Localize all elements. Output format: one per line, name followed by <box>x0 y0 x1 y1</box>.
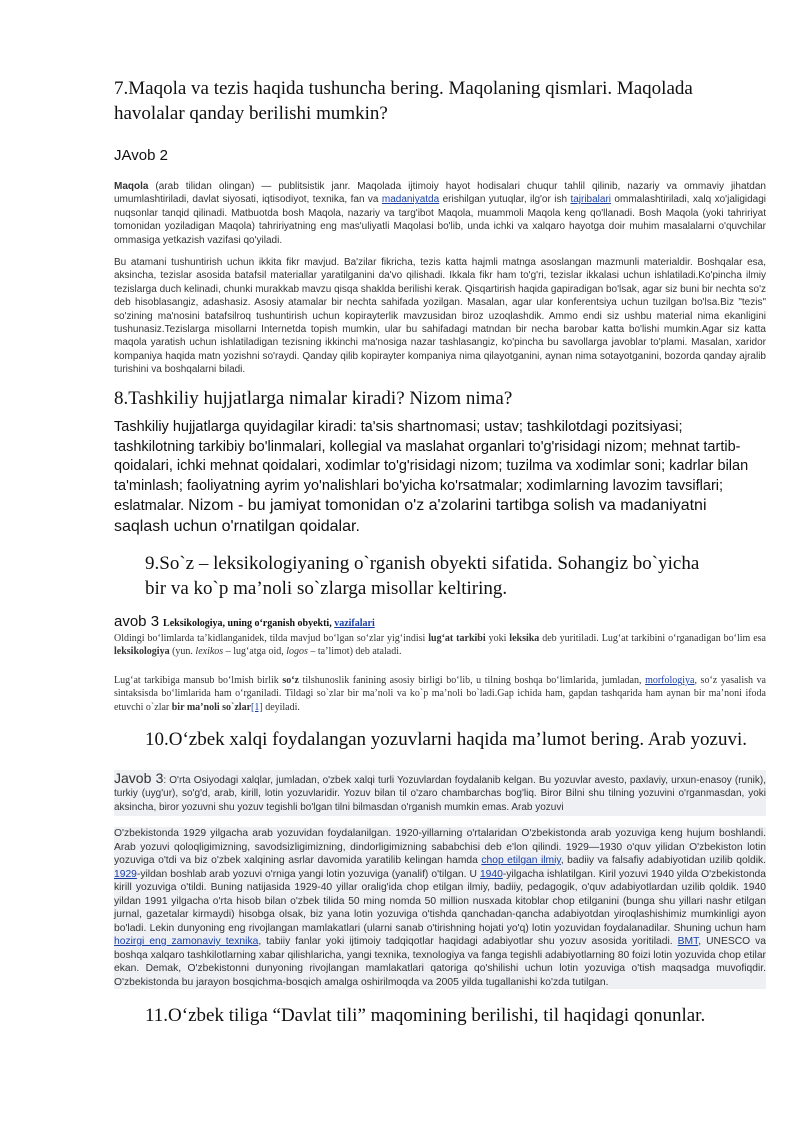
article-definition-paragraph: Maqola (arab tilidan olingan) — publitsistik janr. Maqolada ijtimoiy hayot hodisalari chuqur tahlil qilinib, nazariy va ommaviy jihatdan umumlashtiriladi, davlat siyosati, iqtisodiyot, texnika, fan va madaniyatda erishilgan yutuqlar, ilg'or ish tajribalari ommalashtiriladi, xalq xo'jaligidagi nuqsonlar tanqid qilinadi. Matbuotda bosh Maqola, nazariy va targ'ibot Maqola, muammoli Maqola keng qo'llanadi. Bosh Maqola (yoki tahririyat tomonidan yoziladigan Maqola) tahririyatning eng mas'uliyatli Maqolasi bo'lib, unda ichki va xalqaro hayotga doir muhim masalalarni o'quvchilar ommasiga yetkazish vazifasi qo'yiladi. <box>114 181 767 246</box>
arab-script-paragraph: O'zbekistonda 1929 yilgacha arab yozuvidan foydalanilgan. 1920-yillarning o'rtalaridan O'zbekistonda arab yozuviga keng hujum boshlandi. Arab yozuvi qoloqligimizning, savodsizligimizning, dindorligimizning sababchisi deb e'lon qilindi. 1929—1930 o'quv yilidan O'zbekiston lotin yozuviga o'tdi va biz o'zbek xalqining asrlar davomida yaratilib kelingan hamda chop etilgan ilmiy, badiiy va falsafiy adabiyotidan uzilib qoldik. 1929-yildan boshlab arab yozuvi o'rniga yangi lotin yozuviga (yanalif) o'tilgan. U 1940-yilgacha ishlatilgan. Kiril yozuvi 1940 yilda O'zbekistonda kirill yozuviga o'tildi. Buning natijasida 1929-40 yillar oralig'ida chop etilgan ilmiy, badiiy, pedagogik, o'quv adabiyotlardan uzilib qoldik. 1940 yildan 1991 yilgacha o'rta hisob bilan o'zbek tilida 50 ming nomda 50 million nusxada kitoblar chop etilganini (bunga shu yillari nashr etilgan jurnal, gazetalar kirmaydi) hisobga olsak, biz yana lotin yozuviga o'tishda qanchadan-qancha adabiyotdan yiroqlashishimiz mumkinligi ayon bo'ladi. Lekin dunyoning eng rivojlangan mamlakatlari (ularni sanab o'tirishning hojati yo'q) lotin yozuvidan foydalanadilar. Shuning uchun ham hozirgi eng zamonaviy texnika, tabiiy fanlar yoki ijtimoiy tadqiqotlar haqidagi adabiyotlar shu yozuv asosida yoritiladi. BMT, UNESCO va boshqa xalqaro tashkilotlarning xabar qilishlaricha, yangi texnika, texnologiya va fanga tegishli adabiyotlarning 80 foizi lotin yozuvida chop etilar ekan. Demak, O'zbekistonni dunyoning rivojlangan mamlakatlari qatoriga qo'shilishi uchun lotin yozuviga o'tish maqsadga muvofiqdir. O'zbekistonda bu jarayon bosqichma-bosqich amalga oshirilmoqda va 2005 yilda tugallanishi ko'zda tutilgan. <box>114 828 767 988</box>
link-1929[interactable]: 1929 <box>114 868 137 880</box>
question-9-heading: 9.So`z – leksikologiyaning o`rganish obyekti sifatida. Sohangiz bo`yicha bir va ko`p ma’noli so`zlarga misollar keltiring. <box>145 553 700 599</box>
question-10-heading: 10.O‘zbek xalqi foydalangan yozuvlarni haqida ma’lumot bering. Arab yozuvi. <box>145 729 748 750</box>
question-11-heading: 11.O‘zbek tiliga “Davlat tili” maqomining berilishi, til haqidagi qonunlar. <box>145 1005 706 1026</box>
lexicology-heading-line: avob 3 Leksikologiya, uning o‘rganish obyekti, vazifalari <box>114 613 375 630</box>
bmt-link[interactable]: BMT <box>677 936 699 947</box>
link-1940[interactable]: 1940 <box>479 868 503 880</box>
morfologiya-link[interactable]: morfologiya <box>645 675 695 686</box>
footnote-link[interactable]: [1] <box>251 701 263 713</box>
thesis-paragraph: Bu atamani tushuntirish uchun ikkita fikr mavjud. Ba'zilar fikricha, tezis katta hajmli matnga asoslangan mazmunli materialdir. Boshqalar esa, aksincha, tezislar asosida batafsil materiallar yaratilganini da'vo qilishadi. Ikkala fikr ham to'g'ri, tezislar ikkalasi uchun ishlatiladi.Ko'pincha ilmiy tezislarga duch kelinadi, chunki murakkab mavzu qisqa shaklda berilishi kerak. Qisqartirish haqida gapiradigan bo'lsak, agar siz buni bir nechta so'z deb hisoblasangiz, adashasiz. Asosiy atamalar bir nechta sahifada yozilgan. Masalan, agar ular konferentsiya uchun tuzilgan bo'lsa.Biz "tezis" so'zining ma'nosini batafsilroq tushuntirish uchun kopirayterlik mavzusidan biroz uzoqlashdik. Ammo endi siz ushbu material nima ekanligini tushunasiz.Tezislarga misollarni Internetda topish mumkin, ular bu sahifadagi matndan bir necha barobar katta bo'lishi mumkin.Agar siz katta maqola yaratish uchun ishlatiladigan tezisning ikkinchi ma'nosiga nazar tashlasangiz, ko'pincha bu savollarga javoblar to'plami. Masalan, xaridor kompaniya haqida matn yozishni so'raydi. Qanday qilib kopirayter kompaniya nima qilayotganini, aynan nima sotayotganini, bozorda qanday ajralib turishini va boshqalarni biladi. <box>114 257 766 376</box>
question-7-heading: 7.Maqola va tezis haqida tushuncha bering. Maqolaning qismlari. Maqolada havolalar qanday berilishi mumkin? <box>114 78 693 124</box>
writing-systems-intro: Javob 3: O'rta Osiyodagi xalqlar, jumladan, o'zbek xalqi turli Yozuvlardan foydalanib kelgan. Bu yozuvlar avesto, paxlaviy, urxun-enasoy (runik), turkiy (uyg'ur), so'g'd, arab, kirill, lotin yozuvlaridir. Yozuv bilan til o'zaro chambarchas bog'liq. Biror Bilni shu tilning yozuvini o'rganmasdan, yoki aksincha, biror yozuvni shu yozuv tegishli bo'lgan tilni bilmasdan o'rganish mumkin emas. Arab yozuvi <box>114 770 766 816</box>
tajribalari-link[interactable]: tajribalari <box>570 194 612 206</box>
organizational-documents-answer: Tashkiliy hujjatlarga quyidagilar kiradi: ta'sis shartnomasi; ustav; tashkilotdagi pozitsiyasi; tashkilotning tarkibiy bo'linmalari, kollegial va maslahat organlari to'g'risidagi nizom; mehnat tartib-qoidalari, ichki mehnat qoidalari, xodimlar to'g'risidagi nizom; tuzilma va xodimlar soni; kadrlar bilan ta'minlash; faoliyatning ayrim yo'nalishlari bo'yicha ko'rsatmalar; xodimlarning lavozim tavsiflari; eslatmalar. Nizom - bu jamiyat tomonidan o'z a'zolarini tartibga solish va madaniyatni saqlash uchun o'rnatilgan qoidalar. <box>114 419 749 535</box>
madaniyatda-link[interactable]: madaniyatda <box>381 194 440 206</box>
modern-technology-link[interactable]: hozirgi eng zamonaviy texnika <box>114 936 259 947</box>
question-8-heading: 8.Tashkiliy hujjatlarga nimalar kiradi? Nizom nima? <box>114 388 513 409</box>
lexicology-paragraph-1: Oldingi bo‘limlarda ta’kidlanganidek, tilda mavjud bo‘lgan so‘zlar yig‘indisi lug‘at tarkibi yoki leksika deb yuritiladi. Lug‘at tarkibini o‘rganadigan bo‘lim esa leksikologiya (yun. lexikos – lug‘atga oid, logos – ta’limot) deb ataladi. <box>114 633 766 658</box>
vazifalari-link[interactable]: vazifalari <box>334 618 375 629</box>
chop-etilgan-ilmiy-link[interactable]: chop etilgan ilmiy <box>481 855 561 866</box>
answer-label: JAvob 2 <box>114 147 168 164</box>
lexicology-paragraph-2: Lug‘at tarkibiga mansub bo‘lmish birlik so‘z tilshunoslik fanining asosiy birligi bo‘lib, u tilning boshqa bo‘limlarida, jumladan, morfologiya, so‘z yasalish va sintaksisda bo‘limlarida ham o‘rganiladi. Tildagi so`zlar bir ma’noli va ko`p ma’noli bo`ladi.Gap ichida ham, gapdan tashqarida ham aynan bir ma’noni ifoda etuvchi o`zlar bir ma’noli so`zlar[1] deyiladi. <box>114 675 766 713</box>
